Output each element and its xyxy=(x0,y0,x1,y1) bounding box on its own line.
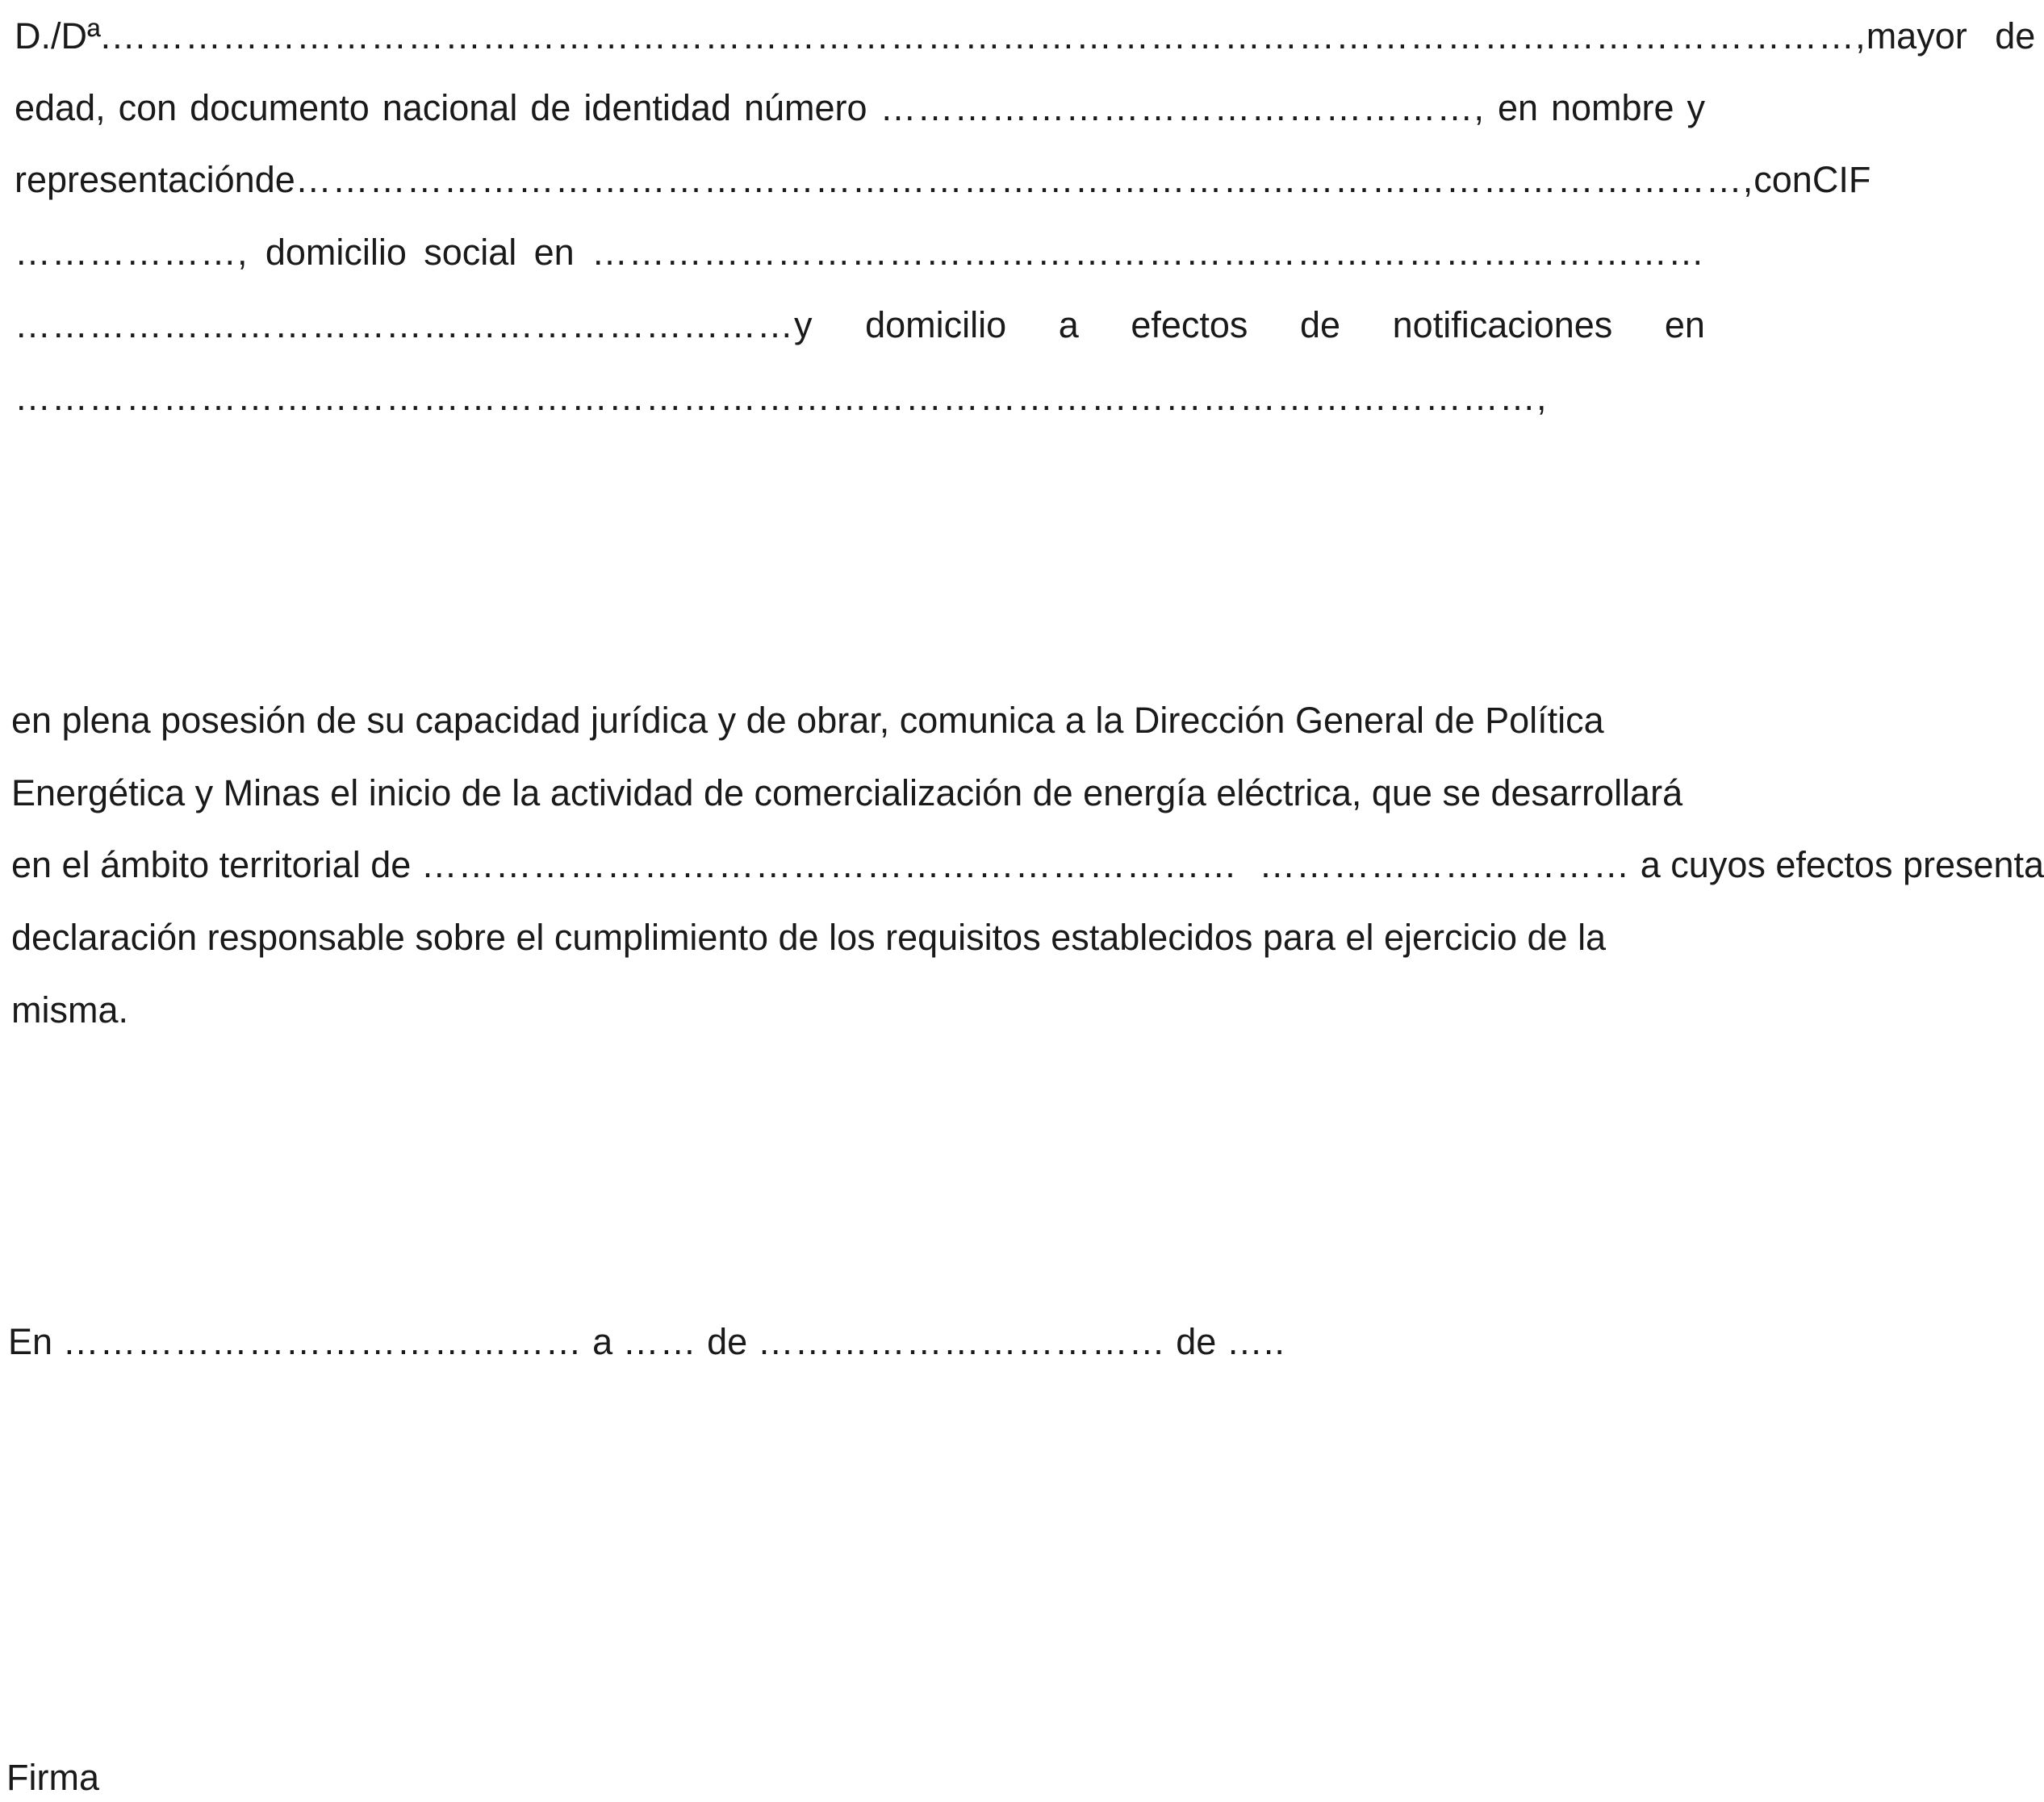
intro-line-5 xyxy=(15,304,1705,345)
word: en xyxy=(1497,87,1538,128)
signature-label: Firma xyxy=(6,1757,99,1798)
word: de xyxy=(1176,1321,1217,1362)
intro-line-3 xyxy=(15,159,1871,200)
date-line xyxy=(8,1323,1285,1360)
territory-blank-2[interactable]: ………………………… xyxy=(1259,844,1631,885)
word: con xyxy=(118,87,178,128)
social-address-blank-2[interactable]: ………………………………………………………y xyxy=(15,304,813,345)
social-address-blank-1[interactable]: ……………………………………………………………………………… xyxy=(591,232,1705,273)
word: notificaciones xyxy=(1392,304,1613,345)
company-blank-1[interactable]: …………… xyxy=(295,159,481,200)
word: domicilio xyxy=(265,232,407,273)
body-line-5: misma. xyxy=(11,989,128,1031)
word: número xyxy=(743,87,867,128)
word: social xyxy=(424,232,517,273)
word: y xyxy=(1687,87,1705,128)
word: de xyxy=(530,87,571,128)
name-blank-2[interactable]: …………………………………………, xyxy=(1261,15,1866,56)
name-blank-1[interactable]: ………………………………………………………………………………… xyxy=(111,15,1262,56)
body-line-3 xyxy=(11,844,2044,885)
place-blank[interactable]: …………………………………… xyxy=(62,1321,583,1362)
word: CIF xyxy=(1812,159,1871,200)
word: en xyxy=(533,232,575,273)
word: nacional xyxy=(382,87,518,128)
name-prefix: D./Dª. xyxy=(15,15,111,56)
intro-line-4 xyxy=(15,232,1705,273)
word: en xyxy=(1664,304,1705,345)
word: nombre xyxy=(1550,87,1674,128)
intro-line-1-end xyxy=(1866,15,2036,56)
body-line-3-tail: a cuyos efectos presenta xyxy=(1630,844,2044,885)
word: representación xyxy=(15,159,255,200)
word: de xyxy=(1300,304,1341,345)
notification-address-blank[interactable]: ……………………………………………………………………………………………………………, xyxy=(15,377,1548,418)
company-blank-2[interactable]: …………………………………………………………………………………………, xyxy=(480,159,1754,200)
word: con xyxy=(1753,159,1812,200)
intro-line-1 xyxy=(15,15,2036,56)
word: En xyxy=(8,1321,53,1362)
word: mayor xyxy=(1866,15,1967,56)
territory-label: en el ámbito territorial de xyxy=(11,844,421,885)
cif-blank[interactable]: ………………, xyxy=(15,232,249,273)
word: de xyxy=(707,1321,748,1362)
word: a xyxy=(592,1321,613,1362)
word: edad, xyxy=(15,87,106,128)
word: domicilio xyxy=(865,304,1007,345)
word: efectos xyxy=(1131,304,1248,345)
intro-line-2 xyxy=(15,87,1705,128)
day-blank[interactable]: …… xyxy=(622,1321,697,1362)
month-blank[interactable]: …………………………… xyxy=(757,1321,1166,1362)
territory-blank-1[interactable]: ………………………………………………………… xyxy=(420,844,1238,885)
body-line-4: declaración responsable sobre el cumplimiento de los requisitos establecidos para el ejercicio de la xyxy=(11,917,1607,958)
body-line-1: en plena posesión de su capacidad jurídica y de obrar, comunica a la Dirección General de Política xyxy=(11,700,1604,741)
word: identidad xyxy=(583,87,731,128)
body-line-2: Energética y Minas el inicio de la actividad de comercialización de energía eléctrica, que se desarrollará xyxy=(11,772,1683,813)
dni-blank[interactable]: …………………………………………, xyxy=(880,87,1485,128)
intro-line-6 xyxy=(15,379,1548,416)
intro-line-1-start xyxy=(15,15,1262,56)
word: de xyxy=(254,159,295,200)
word: de xyxy=(1995,15,2036,56)
word: documento xyxy=(190,87,370,128)
word: a xyxy=(1058,304,1079,345)
year-blank[interactable]: ….. xyxy=(1226,1321,1285,1362)
